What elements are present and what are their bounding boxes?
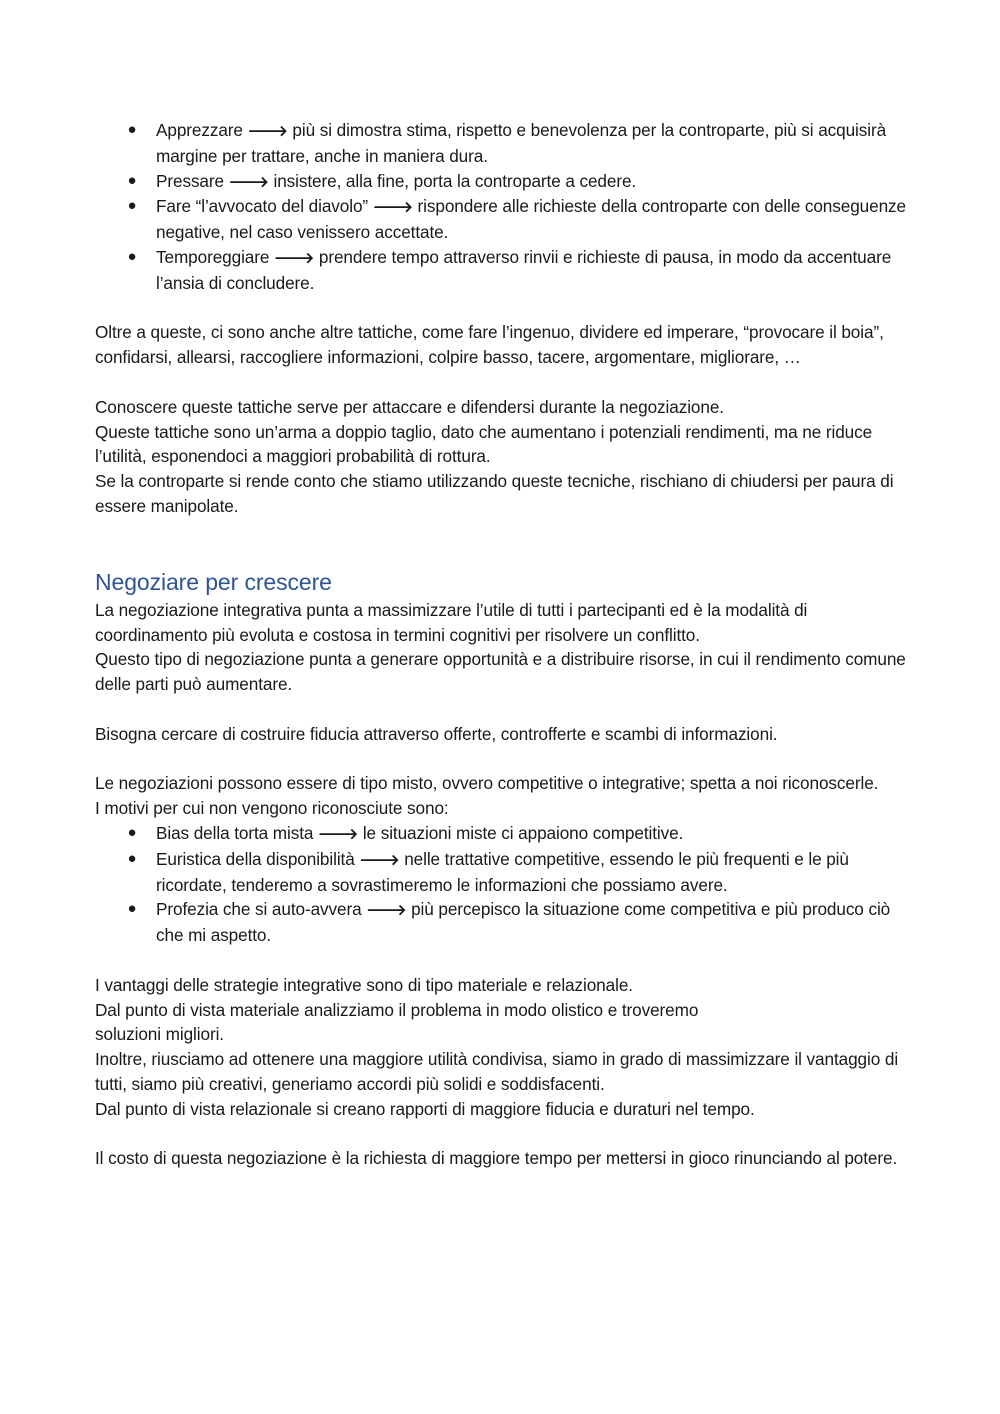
arrow-right-icon: 🡒 (228, 172, 269, 191)
list-item (95, 897, 910, 948)
bullet-icon: ● (127, 823, 137, 841)
list-item-term: Euristica della disponibilità (156, 848, 355, 869)
paragraph-relational: Dal punto di vista relazionale si creano rapporti di maggiore fiducia e duraturi nel tempo. (95, 1098, 755, 1119)
paragraph-cost: Il costo di questa negoziazione è la richiesta di maggiore tempo per mettersi in gioco rinunciando al potere. (95, 1148, 898, 1169)
paragraph-trust: Bisogna cercare di costruire fiducia attraverso offerte, controfferte e scambi di informazioni. (95, 723, 778, 744)
paragraph-integrative: La negoziazione integrativa punta a massimizzare l’utile di tutti i partecipanti ed è la modalità di coordinamento più evoluta e costosa in termini cognitivi per risolvere un conflitto. (95, 599, 808, 645)
arrow-right-icon: 🡒 (372, 198, 413, 217)
list-item-text: rispondere alle richieste della controparte con delle conseguenze negative, nel caso venissero accettate. (156, 196, 906, 243)
list-item-text: più si dimostra stima, rispetto e benevolenza per la controparte, più si acquisirà margine per trattare, anche in maniera dura. (156, 120, 887, 166)
list-item (95, 194, 910, 245)
arrow-right-icon: 🡒 (359, 850, 400, 869)
list-item (95, 821, 910, 847)
bullet-icon: ● (127, 197, 137, 215)
paragraph-other-tactics: Oltre a queste, ci sono anche altre tattiche, come fare l’ingenuo, dividere ed imperare, “provocare il boia”, confidarsi, allearsi, raccogliere informazioni, colpire basso, tacere, argomentare, migliorare, … (95, 322, 884, 368)
list-item-term: Profezia che si auto-avvera (156, 899, 362, 920)
list-item (95, 847, 910, 898)
arrow-right-icon: 🡒 (274, 248, 315, 267)
bullet-icon: ● (127, 900, 137, 918)
reasons-list (95, 821, 910, 948)
bullet-icon: ● (127, 171, 137, 189)
list-item-text: più percepisco la situazione come competitiva e più produco ciò che mi aspetto. (156, 899, 891, 946)
paragraph-counterpart-notice: Se la controparte si rende conto che stiamo utilizzando queste tecniche, rischiano di chiudersi per paura di essere manipolate. (95, 471, 894, 516)
paragraph-knowing-tactics: Conoscere queste tattiche serve per attaccare e difendersi durante la negoziazione. (95, 396, 724, 417)
list-item-term: Apprezzare (156, 120, 243, 140)
paragraph-mixed: Le negoziazioni possono essere di tipo misto, ovvero competitive o integrative; spetta a noi riconoscerle. (95, 773, 879, 794)
list-item (95, 169, 910, 195)
list-item (95, 118, 910, 169)
paragraph-reasons: I motivi per cui non vengono riconosciute sono: (95, 798, 449, 819)
paragraph-advantages: I vantaggi delle strategie integrative sono di tipo materiale e relazionale. (95, 974, 633, 995)
bullet-icon: ● (127, 247, 137, 265)
bullet-icon: ● (127, 121, 137, 138)
bullet-icon: ● (127, 849, 137, 867)
tactics-list (95, 118, 910, 296)
paragraph-material-line-1: Dal punto di vista materiale analizziamo il problema in modo olistico e troveremo (95, 999, 699, 1020)
list-item-term: Bias della torta mista (156, 822, 314, 843)
list-item-text: insistere, alla fine, porta la controparte a cedere. (273, 170, 637, 191)
paragraph-moreover: Inoltre, riusciamo ad ottenere una maggiore utilità condivisa, siamo in grado di massimizzare il vantaggio di tutti, siamo più creativi, generiamo accordi più solidi e soddisfacenti. (95, 1049, 899, 1094)
paragraph-type: Questo tipo di negoziazione punta a generare opportunità e a distribuire risorse, in cui il rendimento comune delle parti può aumentare. (95, 649, 906, 695)
list-item (95, 245, 910, 296)
list-item-text: nelle trattative competitive, essendo le più frequenti e le più ricordate, tenderemo a sovrastimeremo le informazioni che possiamo avere. (156, 848, 849, 895)
list-item-text: prendere tempo attraverso rinvii e richieste di pausa, in modo da accentuare l’ansia di concludere. (156, 246, 892, 293)
list-item-term: Temporeggiare (156, 246, 270, 267)
arrow-right-icon: 🡒 (247, 122, 288, 140)
list-item-text: le situazioni miste ci appaiono competitive. (362, 822, 684, 843)
section-heading: Negoziare per crescere (95, 568, 332, 595)
document-page (95, 118, 910, 1171)
arrow-right-icon: 🡒 (366, 901, 407, 920)
paragraph-material-line-2: soluzioni migliori. (95, 1024, 224, 1045)
list-item-term: Pressare (156, 170, 224, 191)
arrow-right-icon: 🡒 (318, 824, 359, 843)
paragraph-double-edged: Queste tattiche sono un’arma a doppio taglio, dato che aumentano i potenziali rendimenti, ma ne riduce l’utilità, esponendoci a maggiori probabilità di rottura. (95, 421, 873, 467)
list-item-term: Fare “l’avvocato del diavolo” (156, 196, 369, 217)
